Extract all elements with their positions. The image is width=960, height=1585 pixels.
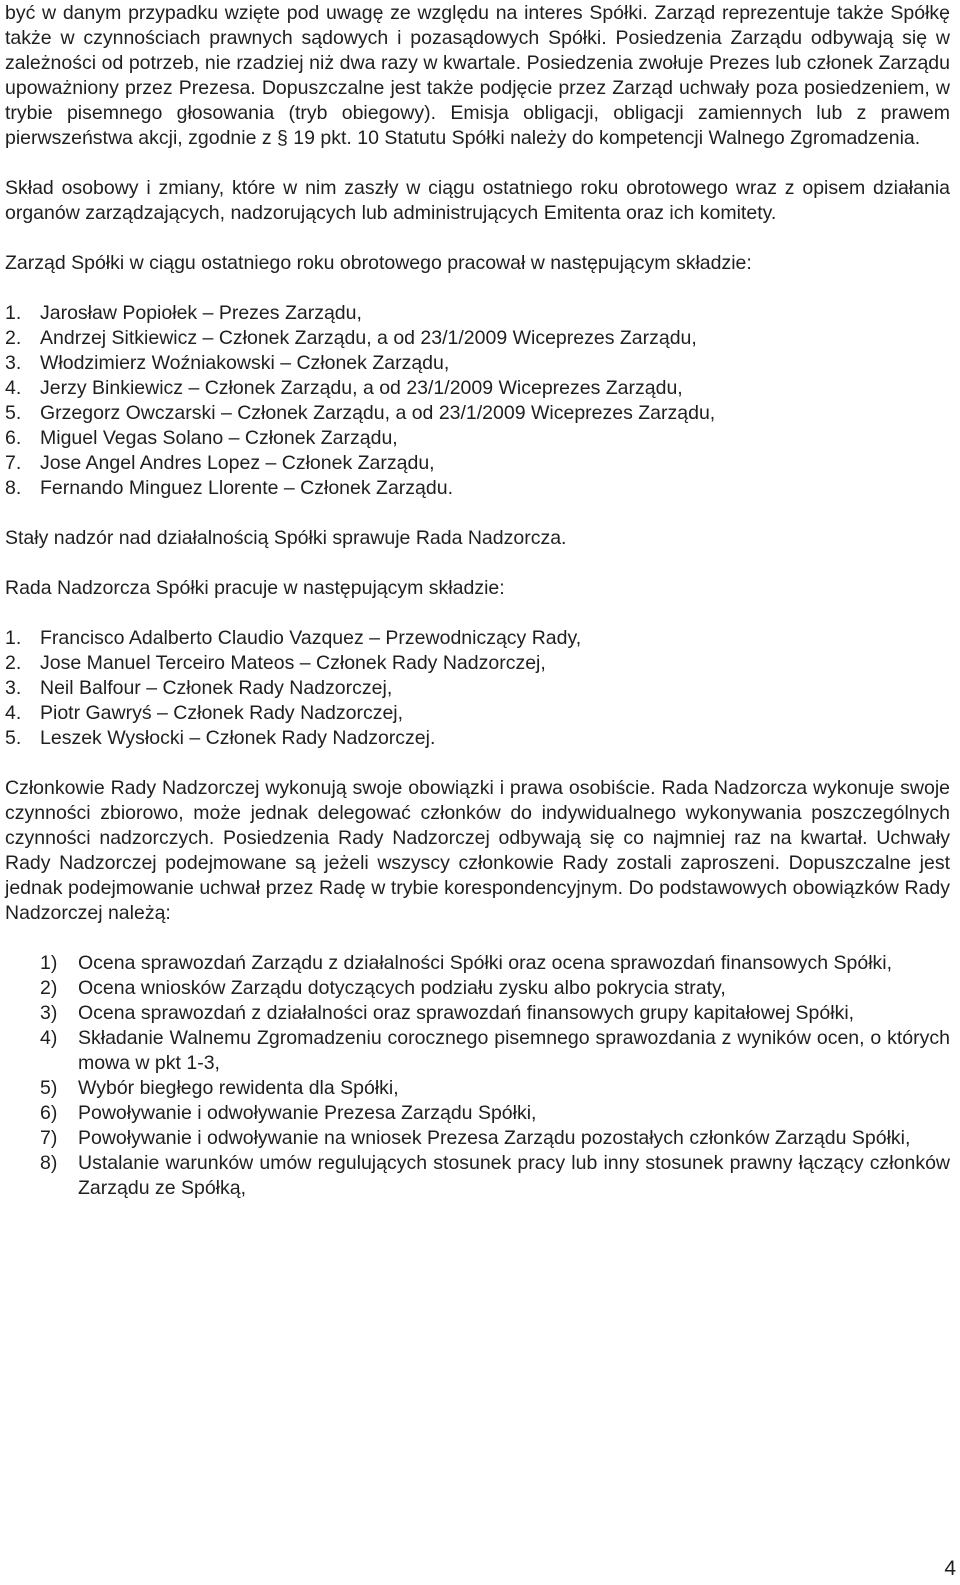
list-item-number: 1) — [40, 952, 58, 974]
composition-paragraph: Skład osobowy i zmiany, które w nim zaszły w ciągu ostatniego roku obrotowego wraz z opisem działania organów zarządzających, nadzorujących lub administrujących Emitenta oraz ich komitety. — [5, 177, 950, 224]
list-item-number: 3. — [5, 352, 22, 374]
list-item-number: 5. — [5, 727, 22, 749]
list-item-number: 3. — [5, 677, 22, 699]
list-item-text: Jarosław Popiołek – Prezes Zarządu, — [40, 302, 362, 324]
list-item — [5, 476, 950, 501]
list-item-number: 1. — [5, 627, 22, 649]
list-item-text: Jose Manuel Terceiro Mateos – Członek Rady Nadzorczej, — [40, 652, 546, 674]
list-item — [5, 401, 950, 426]
list-item — [5, 626, 950, 651]
list-item-text: Jose Angel Andres Lopez – Członek Zarządu, — [40, 452, 435, 474]
list-item — [5, 976, 950, 1001]
list-item-number: 1. — [5, 302, 22, 324]
board-intro: Zarząd Spółki w ciągu ostatniego roku obrotowego pracował w następującym składzie: — [5, 252, 752, 274]
list-item — [5, 351, 950, 376]
list-item-number: 7) — [40, 1127, 58, 1149]
list-item-text: Francisco Adalberto Claudio Vazquez – Przewodniczący Rady, — [40, 627, 582, 649]
list-item — [5, 676, 950, 701]
list-item — [5, 1101, 950, 1126]
list-item-text: Ocena wniosków Zarządu dotyczących podziału zysku albo pokrycia straty, — [78, 977, 726, 999]
document-body — [5, 1, 950, 1201]
list-item-number: 4. — [5, 377, 22, 399]
list-item-text: Grzegorz Owczarski – Członek Zarządu, a od 23/1/2009 Wiceprezes Zarządu, — [40, 402, 716, 424]
list-item — [5, 1126, 950, 1151]
list-item-number: 3) — [40, 1002, 58, 1024]
list-item-text: Ocena sprawozdań Zarządu z działalności Spółki oraz ocena sprawozdań finansowych Spółki, — [78, 952, 893, 974]
list-item-text: Powoływanie i odwoływanie Prezesa Zarządu Spółki, — [78, 1102, 537, 1124]
list-item — [5, 451, 950, 476]
council-intro: Rada Nadzorcza Spółki pracuje w następującym składzie: — [5, 577, 505, 599]
council-duties-paragraph: Członkowie Rady Nadzorczej wykonują swoje obowiązki i prawa osobiście. Rada Nadzorcza wykonuje swoje czynności zbiorowo, może jednak delegować członków do indywidualnego wykonywania poszczególnych czynności nadzorczych. Posiedzenia Rady Nadzorczej odbywają się co najmniej raz na kwartał. Uchwały Rady Nadzorczej podejmowane są jeżeli wszyscy członkowie Rady zostali zaproszeni. Dopuszczalne jest jednak podejmowanie uchwał przez Radę w trybie korespondencyjnym. Do podstawowych obowiązków Rady Nadzorczej należą: — [5, 777, 950, 924]
list-item — [5, 301, 950, 326]
list-item-number: 2. — [5, 652, 22, 674]
list-item-text: Ustalanie warunków umów regulujących stosunek pracy lub inny stosunek prawny łączący członków Zarządu ze Spółką, — [78, 1152, 950, 1199]
list-item — [5, 1076, 950, 1101]
list-item-text: Fernando Minguez Llorente – Członek Zarządu. — [40, 477, 453, 499]
list-item — [5, 1026, 950, 1076]
intro-paragraph: być w danym przypadku wzięte pod uwagę ze względu na interes Spółki. Zarząd reprezentuje także Spółkę także w czynnościach prawnych sądowych i pozasądowych Spółki. Posiedzenia Zarządu odbywają się w zależności od potrzeb, nie rzadziej niż dwa razy w kwartale. Posiedzenia zwołuje Prezes lub członek Zarządu upoważniony przez Prezesa. Dopuszczalne jest także podjęcie przez Zarząd uchwały poza posiedzeniem, w trybie pisemnego głosowania (tryb obiegowy). Emisja obligacji, obligacji zamiennych lub z prawem pierwszeństwa akcji, zgodnie z § 19 pkt. 10 Statutu Spółki należy do kompetencji Walnego Zgromadzenia. — [5, 2, 950, 149]
list-item-number: 6. — [5, 427, 22, 449]
list-item-number: 6) — [40, 1102, 58, 1124]
list-item — [5, 651, 950, 676]
list-item-number: 8) — [40, 1152, 58, 1174]
list-item-text: Piotr Gawryś – Członek Rady Nadzorczej, — [40, 702, 404, 724]
list-item — [5, 426, 950, 451]
list-item-number: 5) — [40, 1077, 58, 1099]
list-item-number: 7. — [5, 452, 22, 474]
list-item-text: Powoływanie i odwoływanie na wniosek Prezesa Zarządu pozostałych członków Zarządu Spółki, — [78, 1127, 911, 1149]
list-item-text: Andrzej Sitkiewicz – Członek Zarządu, a od 23/1/2009 Wiceprezes Zarządu, — [40, 327, 697, 349]
list-item — [5, 1001, 950, 1026]
list-item-text: Neil Balfour – Członek Rady Nadzorczej, — [40, 677, 393, 699]
list-item-text: Składanie Walnemu Zgromadzeniu corocznego pisemnego sprawozdania z wyników ocen, o których mowa w pkt 1-3, — [78, 1027, 950, 1074]
board-members-list — [5, 301, 950, 501]
council-members-list — [5, 626, 950, 751]
list-item-text: Miguel Vegas Solano – Członek Zarządu, — [40, 427, 398, 449]
list-item — [5, 951, 950, 976]
list-item — [5, 376, 950, 401]
council-duties-list — [5, 951, 950, 1201]
list-item — [5, 701, 950, 726]
list-item-text: Ocena sprawozdań z działalności oraz sprawozdań finansowych grupy kapitałowej Spółki, — [78, 1002, 855, 1024]
list-item — [5, 1151, 950, 1201]
supervision-sentence: Stały nadzór nad działalnością Spółki sprawuje Rada Nadzorcza. — [5, 527, 567, 549]
list-item-number: 4. — [5, 702, 22, 724]
list-item-number: 8. — [5, 477, 22, 499]
list-item-text: Wybór biegłego rewidenta dla Spółki, — [78, 1077, 399, 1099]
list-item — [5, 726, 950, 751]
list-item-text: Leszek Wysłocki – Członek Rady Nadzorczej. — [40, 727, 436, 749]
list-item-number: 2) — [40, 977, 58, 999]
list-item-number: 5. — [5, 402, 22, 424]
list-item-text: Jerzy Binkiewicz – Członek Zarządu, a od 23/1/2009 Wiceprezes Zarządu, — [40, 377, 683, 399]
list-item-text: Włodzimierz Woźniakowski – Członek Zarządu, — [40, 352, 450, 374]
page-number: 4 — [944, 1557, 956, 1580]
list-item-number: 4) — [40, 1027, 58, 1049]
list-item-number: 2. — [5, 327, 22, 349]
list-item — [5, 326, 950, 351]
